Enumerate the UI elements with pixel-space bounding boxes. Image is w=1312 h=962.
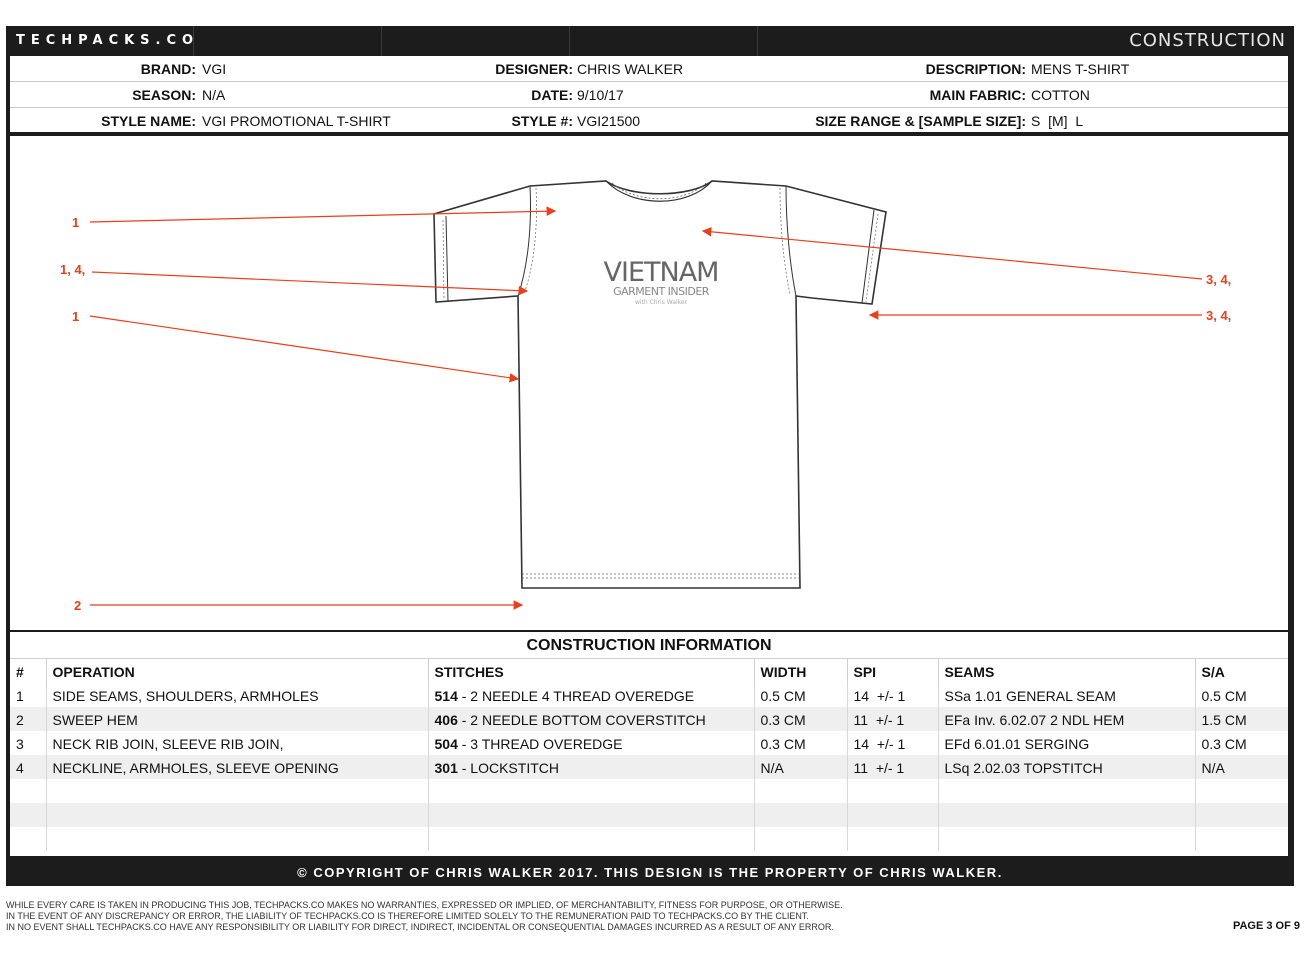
row-number: 4 — [10, 755, 46, 779]
garment-sketch-area — [10, 136, 1288, 630]
column-header-stitches: STITCHES — [428, 659, 754, 683]
style-name-label: STYLE NAME: — [101, 113, 196, 129]
size-range-value: S [M] L — [1031, 113, 1084, 129]
row-spi: 11 +/- 1 — [847, 755, 938, 779]
column-header-sa: S/A — [1195, 659, 1288, 683]
row-sa: 0.3 CM — [1201, 735, 1247, 752]
date-value: 9/10/17 — [577, 87, 624, 103]
table-row — [10, 707, 1288, 731]
row-operation: NECK RIB JOIN, SLEEVE RIB JOIN, — [46, 731, 428, 755]
style-number-value: VGI21500 — [577, 113, 641, 129]
row-stitches — [428, 755, 754, 779]
stitch-description: - 2 NEEDLE BOTTOM COVERSTITCH — [457, 711, 706, 728]
copyright-banner: © COPYRIGHT OF CHRIS WALKER 2017. THIS DESIGN IS THE PROPERTY OF CHRIS WALKER. — [297, 865, 1003, 880]
style-name-value: VGI PROMOTIONAL T-SHIRT — [202, 113, 391, 129]
row-operation: SIDE SEAMS, SHOULDERS, ARMHOLES — [46, 683, 428, 707]
top-bar-cell — [570, 26, 758, 56]
column-header-spi: SPI — [847, 659, 938, 683]
main-fabric-value: COTTON — [1031, 87, 1090, 103]
designer-value: CHRIS WALKER — [577, 61, 684, 77]
table-row — [10, 683, 1288, 707]
top-bar-cell — [194, 26, 382, 56]
description-label: DESCRIPTION: — [925, 61, 1026, 77]
row-seams: EFd 6.01.01 SERGING — [938, 731, 1195, 755]
empty-row — [10, 827, 1288, 851]
size-range-label: SIZE RANGE & [SAMPLE SIZE]: — [815, 113, 1026, 129]
disclaimer-line: IN NO EVENT SHALL TECHPACKS.CO HAVE ANY RESPONSIBILITY OR LIABILITY FOR DIRECT, INDIRECT, INCIDENTAL OR CONSEQUENTIAL DAMAGES INCURRED AS A RESULT OF ANY ERROR. — [6, 922, 834, 932]
row-sa: 0.5 CM — [1201, 687, 1247, 704]
top-bar — [6, 26, 1294, 56]
table-row — [10, 755, 1288, 779]
row-number: 1 — [10, 683, 46, 707]
brand-label: BRAND: — [140, 61, 196, 77]
row-number: 3 — [10, 731, 46, 755]
season-value: N/A — [202, 87, 226, 103]
table-row — [10, 731, 1288, 755]
column-header-width: WIDTH — [754, 659, 847, 683]
row-spi: 14 +/- 1 — [847, 731, 938, 755]
top-bar-cell — [382, 26, 570, 56]
construction-table — [10, 658, 1288, 851]
row-sa: 1.5 CM — [1195, 707, 1288, 731]
row-seams: LSq 2.02.03 TOPSTITCH — [938, 755, 1195, 779]
row-seams: SSa 1.01 GENERAL SEAM — [938, 683, 1195, 707]
date-label: DATE: — [531, 87, 573, 103]
info-row — [10, 108, 1288, 134]
disclaimer — [6, 900, 843, 933]
tech-pack-sheet — [6, 26, 1294, 886]
construction-title: CONSTRUCTION INFORMATION — [526, 637, 772, 654]
row-stitches — [428, 731, 754, 755]
style-number-label: STYLE #: — [511, 113, 573, 129]
callout-label: 1 — [72, 309, 80, 324]
row-width: 0.3 CM — [754, 707, 847, 731]
stitch-code: 301 — [434, 759, 458, 776]
disclaimer-line: WHILE EVERY CARE IS TAKEN IN PRODUCING THIS JOB, TECHPACKS.CO MAKES NO WARRANTIES, EXPRESSED OR IMPLIED, OF MERCHANTABILITY, FITNESS FOR PURPOSE, OR OTHERWISE. — [6, 900, 843, 910]
row-width: 0.5 CM — [754, 683, 847, 707]
empty-row — [10, 803, 1288, 827]
callout-label: 1, 4, — [60, 262, 86, 277]
logo-title: VIETNAM — [603, 257, 719, 288]
row-stitches — [428, 683, 754, 707]
disclaimer-line: IN THE EVENT OF ANY DISCREPANCY OR ERROR, THE LIABILITY OF TECHPACKS.CO IS THEREFORE LIMITED SOLELY TO THE REMUNERATION PAID TO TECHPACKS.CO BY THE CLIENT. — [6, 911, 809, 921]
stitch-code: 406 — [434, 711, 458, 728]
row-seams: EFa Inv. 6.02.07 2 NDL HEM — [938, 707, 1195, 731]
row-stitches — [428, 707, 754, 731]
stitch-description: - 2 NEEDLE 4 THREAD OVEREDGE — [457, 687, 695, 704]
row-sa: N/A — [1195, 755, 1288, 779]
stitch-code: 514 — [434, 687, 458, 704]
style-info-block — [10, 56, 1288, 134]
section-title: CONSTRUCTION — [1129, 30, 1286, 51]
callout-label: 2 — [74, 598, 82, 613]
description-value: MENS T-SHIRT — [1031, 61, 1130, 77]
season-label: SEASON: — [132, 87, 196, 103]
empty-row — [10, 779, 1288, 803]
column-header-number: # — [10, 659, 46, 683]
column-header-seams: SEAMS — [938, 659, 1195, 683]
callout-arrow — [90, 316, 518, 379]
designer-label: DESIGNER: — [495, 61, 573, 77]
brandmark-logo: TECHPACKS.CO — [16, 33, 200, 48]
callout-label: 3, 4, — [1206, 272, 1232, 287]
info-row — [10, 82, 1288, 108]
page-number: PAGE 3 OF 9 — [1232, 920, 1300, 932]
logo-subtitle: GARMENT INSIDER — [613, 285, 709, 298]
row-width: N/A — [754, 755, 847, 779]
row-number: 2 — [10, 707, 46, 731]
column-header-operation: OPERATION — [46, 659, 428, 683]
row-operation: NECKLINE, ARMHOLES, SLEEVE OPENING — [46, 755, 428, 779]
info-row — [10, 56, 1288, 82]
brand-value: VGI — [202, 61, 227, 77]
row-spi: 14 +/- 1 — [847, 683, 938, 707]
stitch-description: - 3 THREAD OVEREDGE — [457, 735, 623, 752]
row-operation: SWEEP HEM — [46, 707, 428, 731]
construction-information — [10, 632, 1288, 856]
row-width: 0.3 CM — [754, 731, 847, 755]
logo-byline: with Chris Walker — [634, 299, 688, 306]
callout-label: 3, 4, — [1206, 308, 1232, 323]
stitch-code: 504 — [434, 735, 458, 752]
stitch-description: - LOCKSTITCH — [457, 759, 559, 776]
table-header-row — [10, 659, 1288, 683]
callout-label: 1 — [72, 215, 80, 230]
row-spi: 11 +/- 1 — [847, 707, 938, 731]
main-fabric-label: MAIN FABRIC: — [929, 87, 1026, 103]
tshirt-flat-sketch — [10, 136, 1288, 630]
